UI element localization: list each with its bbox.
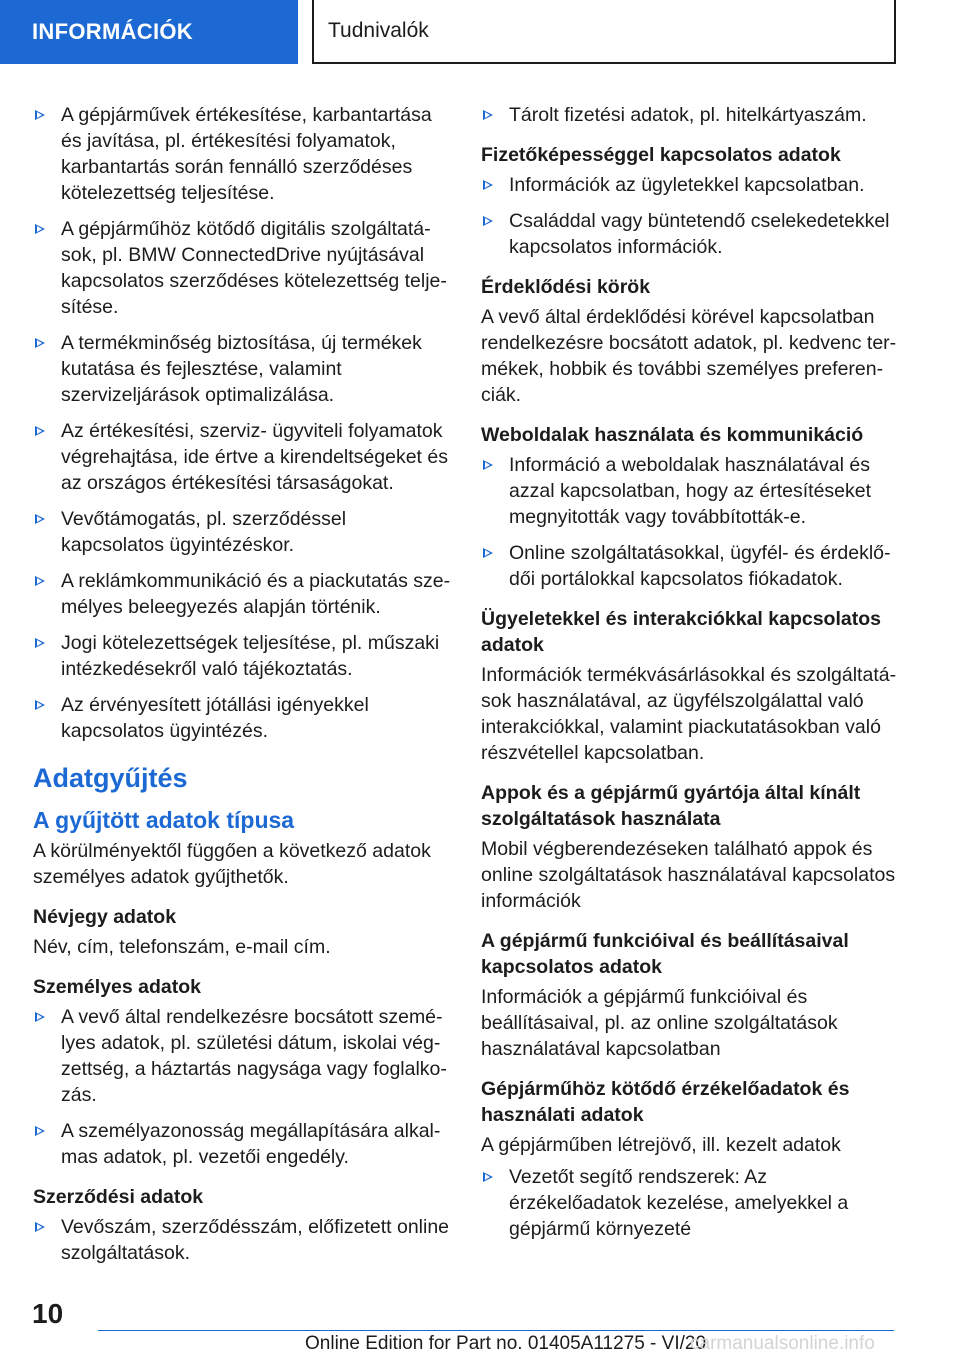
subsection-heading: A gyűjtött adatok típusa [33,807,295,833]
footer-divider [98,1330,894,1331]
bullet-triangle-icon [483,460,493,470]
funkcio-heading: A gépjármű funkcióival és beállításaival kapcsolatos adatok [481,930,849,978]
section-tab [0,0,298,64]
szemelyes-heading: Személyes adatok [33,976,202,998]
watermark: carmanualsonline.info [690,1333,875,1354]
topic-title: Tudnivalók [328,19,429,42]
list-item: Információk az ügyletekkel kapcsolatban. [481,172,901,198]
bullet-triangle-icon [35,700,45,710]
list-item: Tárolt fizetési adatok, pl. hitelkártyaszám. [481,102,901,128]
ugyelet-text: Információk termékvásárlásokkal és szolgáltatások használatával, az ügyfélszolgálattal való interakciókkal, valamint piackutatásokban való részvétellel kapcsolatban. [481,664,897,764]
left-column [33,102,453,1280]
bullet-triangle-icon [35,224,45,234]
weboldal-heading: Weboldalak használata és kommunikáció [481,424,864,446]
bullet-triangle-icon [483,216,493,226]
erzekelo-list [481,1164,901,1242]
bullet-triangle-icon [483,548,493,558]
list-item: Jogi kötelezettségek teljesítése, pl. műszaki intézkedésekről való tájékoztatás. [33,630,453,682]
ugyelet-heading: Ügyeletekkel és interakciókkal kapcsolatos adatok [481,608,881,656]
erdeklodesi-heading: Érdeklődési körök [481,276,651,298]
list-item: A vevő által rendelkezésre bocsátott személyes adatok, pl. születési dátum, iskolai végzettség, a háztartás nagysága vagy foglalkozás. [33,1004,453,1108]
bullet-triangle-icon [483,180,493,190]
list-item: Vezetőt segítő rendszerek: Az érzékelőadatok kezelése, amelyekkel a gépjármű környezeté [481,1164,901,1242]
bullet-triangle-icon [483,110,493,120]
list-item: Online szolgáltatásokkal, ügyfél- és érdeklődői portálokkal kapcsolatos fiókadatok. [481,540,901,592]
payment-list [481,102,901,128]
list-item: Az értékesítési, szerviz- ügyviteli folyamatok végrehajtása, ide értve a kirendeltségeket és az országos értékesítési társaságokat. [33,418,453,496]
szerzodesi-heading: Szerződési adatok [33,1186,204,1208]
list-item: Vevőszám, szerződésszám, előfizetett online szolgáltatások. [33,1214,453,1266]
erzekelo-text: A gépjárműben létrejövő, ill. kezelt adatok [481,1134,841,1156]
list-item: Az érvényesített jótállási igényekkel kapcsolatos ügyintézés. [33,692,453,744]
funkcio-text: Információk a gépjármű funkcióival és beállításaival, pl. az online szolgáltatások használatával kapcsolatban [481,986,838,1060]
erdeklodesi-text: A vevő által érdeklődési körével kapcsolatban rendelkezésre bocsátott adatok, pl. kedvenc termékek, hobbik és további személyes preferenciák. [481,306,897,406]
appok-text: Mobil végberendezéseken található appok és online szolgáltatások használatával kapcsolatos információk [481,838,896,912]
list-item: A gépjárművek értékesítése, karbantartása és javítása, pl. értékesítési folyamatok, karbantartás során fennálló szerződéses kötelezettség teljesítése. [33,102,453,206]
intro-paragraph: A körülményektől függően a következő adatok személyes adatok gyűjthetők. [33,840,431,888]
nevjegy-heading: Névjegy adatok [33,906,177,928]
section-heading: Adatgyűjtés [33,763,188,793]
bullet-triangle-icon [35,110,45,120]
list-item: Vevőtámogatás, pl. szerződéssel kapcsolatos ügyintézéskor. [33,506,453,558]
purpose-list [33,102,453,744]
list-item: Információ a weboldalak használatával és azzal kapcsolatban, hogy az értesítéseket megnyitották vagy továbbították-e. [481,452,901,530]
nevjegy-text: Név, cím, telefonszám, e-mail cím. [33,936,331,958]
bullet-triangle-icon [35,1222,45,1232]
bullet-triangle-icon [483,1172,493,1182]
szerzodesi-list [33,1214,453,1266]
weboldal-list [481,452,901,592]
list-item: A termékminőség biztosítása, új termékek kutatása és fejlesztése, valamint szervizeljárások optimalizálása. [33,330,453,408]
bullet-triangle-icon [35,514,45,524]
right-column [481,102,901,1256]
bullet-triangle-icon [35,576,45,586]
bullet-triangle-icon [35,1012,45,1022]
szemelyes-list [33,1004,453,1170]
appok-heading: Appok és a gépjármű gyártója által kínált szolgáltatások használata [481,782,861,830]
list-item: A reklámkommunikáció és a piackutatás személyes beleegyezés alapján történik. [33,568,453,620]
section-title: INFORMÁCIÓK [32,19,193,44]
footer-edition: Online Edition for Part no. 01405A11275 - VI/20 [305,1333,707,1354]
fizeto-heading: Fizetőképességgel kapcsolatos adatok [481,144,841,166]
list-item: A személyazonosság megállapítására alkalmas adatok, pl. vezetői engedély. [33,1118,453,1170]
bullet-triangle-icon [35,338,45,348]
bullet-triangle-icon [35,426,45,436]
list-item: Családdal vagy büntetendő cselekedetekkel kapcsolatos információk. [481,208,901,260]
topic-header [312,0,896,64]
page-number: 10 [32,1298,64,1329]
list-item: A gépjárműhöz kötődő digitális szolgáltatások, pl. BMW ConnectedDrive nyújtásával kapcsolatos szerződéses kötelezettség teljesítése. [33,216,453,320]
erzekelo-heading: Gépjárműhöz kötődő érzékelőadatok és használati adatok [481,1078,850,1126]
bullet-triangle-icon [35,638,45,648]
fizeto-list [481,172,901,260]
bullet-triangle-icon [35,1126,45,1136]
